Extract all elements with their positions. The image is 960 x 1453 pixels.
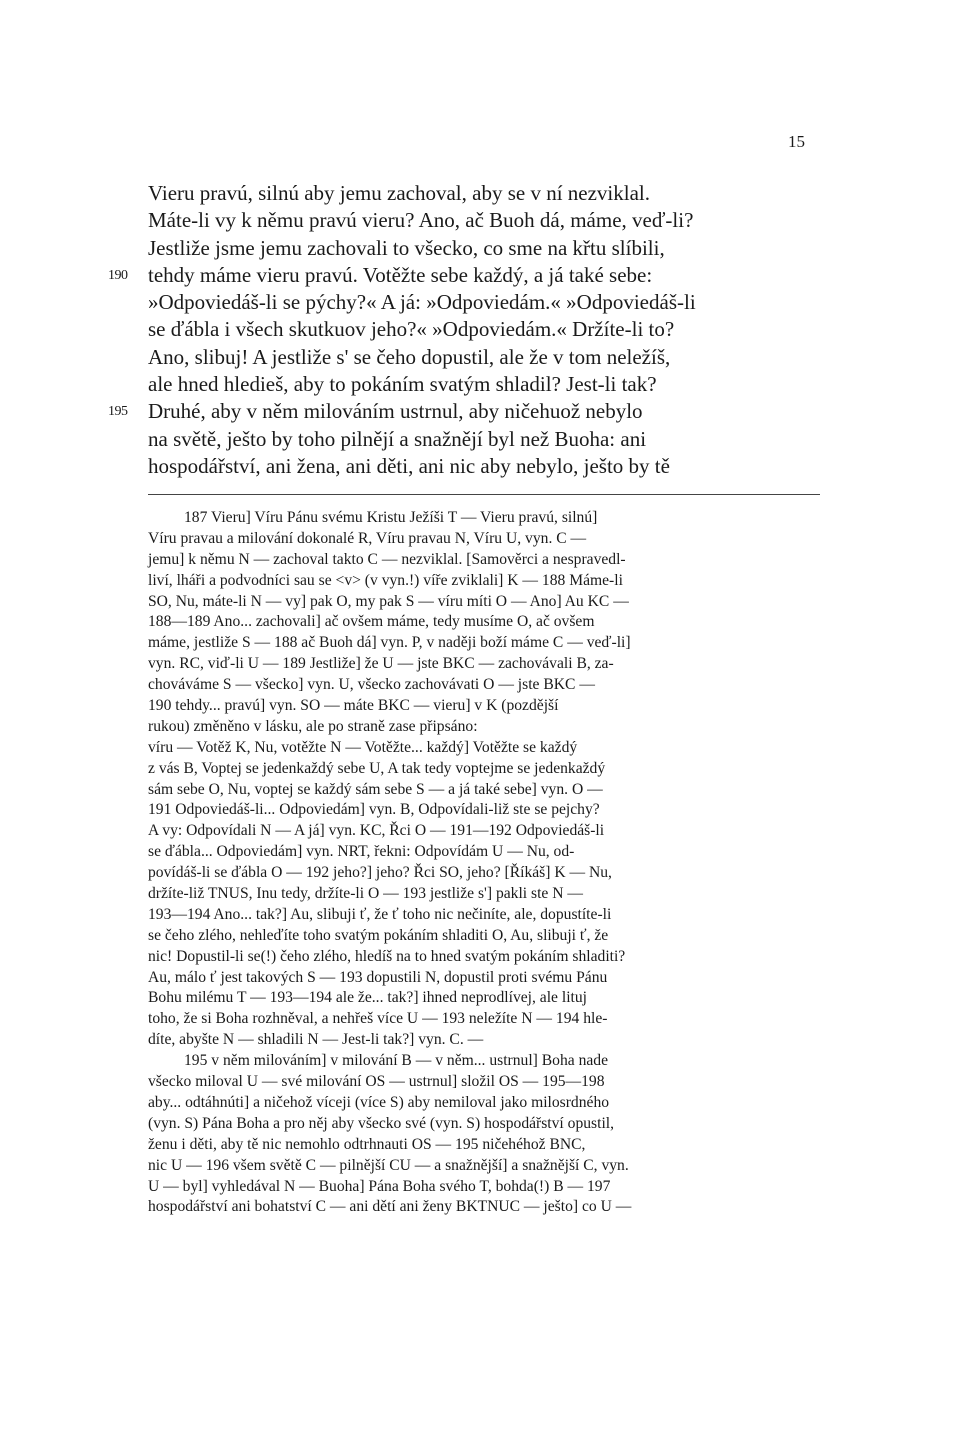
apparatus-line: liví, lháři a podvodníci sau se <v> (v vyn.!) víře zviklali] K — 188 Máme-li [148, 571, 623, 589]
main-text-line-content: ale hned hledieš, aby to pokáním svatým shladil? Jest-li tak? [148, 372, 657, 397]
apparatus-line: SO, Nu, máte-li N — vy] pak O, my pak S — víru míti O — Ano] Au KC — [148, 592, 629, 610]
apparatus-line: vyn. RC, viď-li U — 189 Jestliže] že U — jste BKC — zachovávali B, za- [148, 655, 614, 673]
apparatus-line: se čeho zlého, nehleďíte toho svatým pokáním shladiti O, Au, slibuji ť, že [148, 926, 609, 944]
main-text-line-content: tehdy máme vieru pravú. Votěžte sebe každý, a já také sebe: [148, 262, 653, 287]
main-text-line-content: Ano, slibuj! A jestliže s' se čeho dopustil, ale že v tom neležíš, [148, 344, 671, 369]
apparatus-line: Víru pravau a milování dokonalé R, Víru pravau N, Víru U, vyn. C — [148, 529, 587, 547]
apparatus-line: sám sebe O, Nu, voptej se každý sám sebe S — a já také sebe] vyn. O — [148, 780, 603, 798]
apparatus-line: máme, jestliže S — 188 ač Buoh dá] vyn. P, v naději boží máme C — veď-li] [148, 634, 631, 652]
apparatus-line: chováváme S — všecko] vyn. U, všecko zachovávati O — jste BKC — [148, 676, 595, 694]
line-number: 190 [108, 267, 128, 283]
apparatus-line: (vyn. S) Pána Boha a pro něj aby všecko své (vyn. S) hospodářství opustil, [148, 1114, 615, 1132]
apparatus-line: A vy: Odpovídali N — A já] vyn. KC, Řci O — 191—192 Odpoviedáš-li [148, 822, 605, 840]
apparatus-line: držíte-liž TNUS, Inu tedy, držíte-li O — 193 jestliže s'] pakli ste N — [148, 885, 584, 903]
main-text-line [148, 180, 828, 207]
apparatus-line: z vás B, Voptej se jedenkaždý sebe U, A tak tedy voptejme se jedenkaždý [148, 759, 606, 777]
main-text-line [148, 371, 828, 398]
main-text-line [148, 316, 828, 343]
main-text-line-content: Druhé, aby v něm milováním ustrnul, aby ničehuož nebylo [148, 399, 643, 424]
line-number: 195 [108, 404, 128, 420]
apparatus-line: ženu i děti, aby tě nic nemohlo odtrhnauti OS — 195 ničehéhož BNC, [148, 1135, 586, 1153]
critical-apparatus [148, 508, 820, 1218]
apparatus-line: se ďábla... Odpoviedám] vyn. NRT, řekni: Odpovídám U — Nu, od- [148, 843, 575, 861]
apparatus-line: aby... odtáhnúti] a ničehož víceji (více S) aby nemiloval jako milosrdného [148, 1093, 610, 1111]
apparatus-line: Au, málo ť jest takových S — 193 dopustili N, dopustil proti svému Pánu [148, 968, 608, 986]
apparatus-line: hospodářství ani bohatství C — ani dětí ani ženy BKTNUC — ješto] co U — [148, 1198, 632, 1216]
apparatus-line: nic! Dopustil-li se(!) čeho zlého, hledíš na to hned svatým pokáním shladiti? [148, 947, 626, 965]
main-text-line-content: se ďábla i všech skutkuov jeho?« »Odpoviedám.« Držíte-li to? [148, 317, 675, 342]
apparatus-line: rukou) změněno v lásku, ale po straně zase připsáno: [148, 717, 478, 735]
apparatus-line: 191 Odpoviedáš-li... Odpoviedám] vyn. B, Odpovídali-liž ste se pejchy? [148, 801, 600, 819]
main-text-line-content: hospodářství, ani žena, ani děti, ani nic aby nebylo, ješto by tě [148, 453, 670, 478]
footnote-divider [148, 494, 820, 495]
apparatus-line: 193—194 Ano... tak?] Au, slibuji ť, že ť toho nic nečiníte, ale, dopustíte-li [148, 905, 612, 923]
main-text-line [108, 262, 828, 289]
apparatus-line: 195 v něm milováním] v milování B — v něm... ustrnul] Boha nade [184, 1052, 609, 1070]
main-text-line [148, 344, 828, 371]
main-text-block [108, 180, 828, 480]
apparatus-line: díte, abyšte N — shladili N — Jest-li tak?] vyn. C. — [148, 1031, 484, 1049]
apparatus-line: toho, že si Boha rozhněval, a nehřeš více U — 193 neležíte N — 194 hle- [148, 1010, 608, 1028]
main-text-line [148, 426, 828, 453]
apparatus-line: jemu] k němu N — zachoval takto C — nezviklal. [Samověrci a nespravedl- [148, 550, 626, 568]
page-number: 15 [788, 132, 805, 151]
apparatus-line: 187 Vieru] Víru Pánu svému Kristu Ježíši T — Vieru pravú, silnú] [184, 509, 598, 526]
apparatus-line: Bohu milému T — 193—194 ale že... tak?] ihned neprodlívej, ale lituj [148, 989, 587, 1007]
main-text-line-content: Vieru pravú, silnú aby jemu zachoval, aby se v ní nezviklal. [148, 181, 651, 205]
main-text-line [148, 235, 828, 262]
main-text-line-content: Máte-li vy k němu pravú vieru? Ano, ač Buoh dá, máme, veď-li? [148, 208, 694, 233]
apparatus-line: nic U — 196 všem světě C — pilnější CU — a snažnější] a snažnější C, vyn. [148, 1156, 629, 1174]
apparatus-line: U — byl] vyhledával N — Buoha] Pána Boha svého T, bohda(!) B — 197 [148, 1177, 611, 1195]
apparatus-line: 188—189 Ano... zachovali] ač ovšem máme, tedy musíme O, ač ovšem [148, 613, 595, 631]
apparatus-line: 190 tehdy... pravú] vyn. SO — máte BKC — vieru] v K (pozdější [148, 697, 559, 715]
main-text-line-content: »Odpoviedáš-li se pýchy?« A já: »Odpoviedám.« »Odpoviedáš-li [148, 290, 696, 315]
main-text-line-content: Jestliže jsme jemu zachovali to všecko, co sme na křtu slíbili, [148, 235, 665, 260]
apparatus-line: všecko miloval U — své milování OS — ustrnul] složil OS — 195—198 [148, 1073, 605, 1091]
main-text-line-content: na světě, ješto by toho pilnějí a snažnějí byl než Buoha: ani [148, 426, 647, 451]
main-text-line [148, 207, 828, 234]
main-text-line [108, 398, 828, 425]
main-text-line [148, 453, 828, 480]
apparatus-line: víru — Votěž K, Nu, votěžte N — Votěžte... každý] Votěžte se každý [148, 738, 578, 756]
apparatus-line: povídáš-li se ďábla O — 192 jeho?] jeho? Řci SO, jeho? [Říkáš] K — Nu, [148, 864, 612, 882]
main-text-line [148, 289, 828, 316]
